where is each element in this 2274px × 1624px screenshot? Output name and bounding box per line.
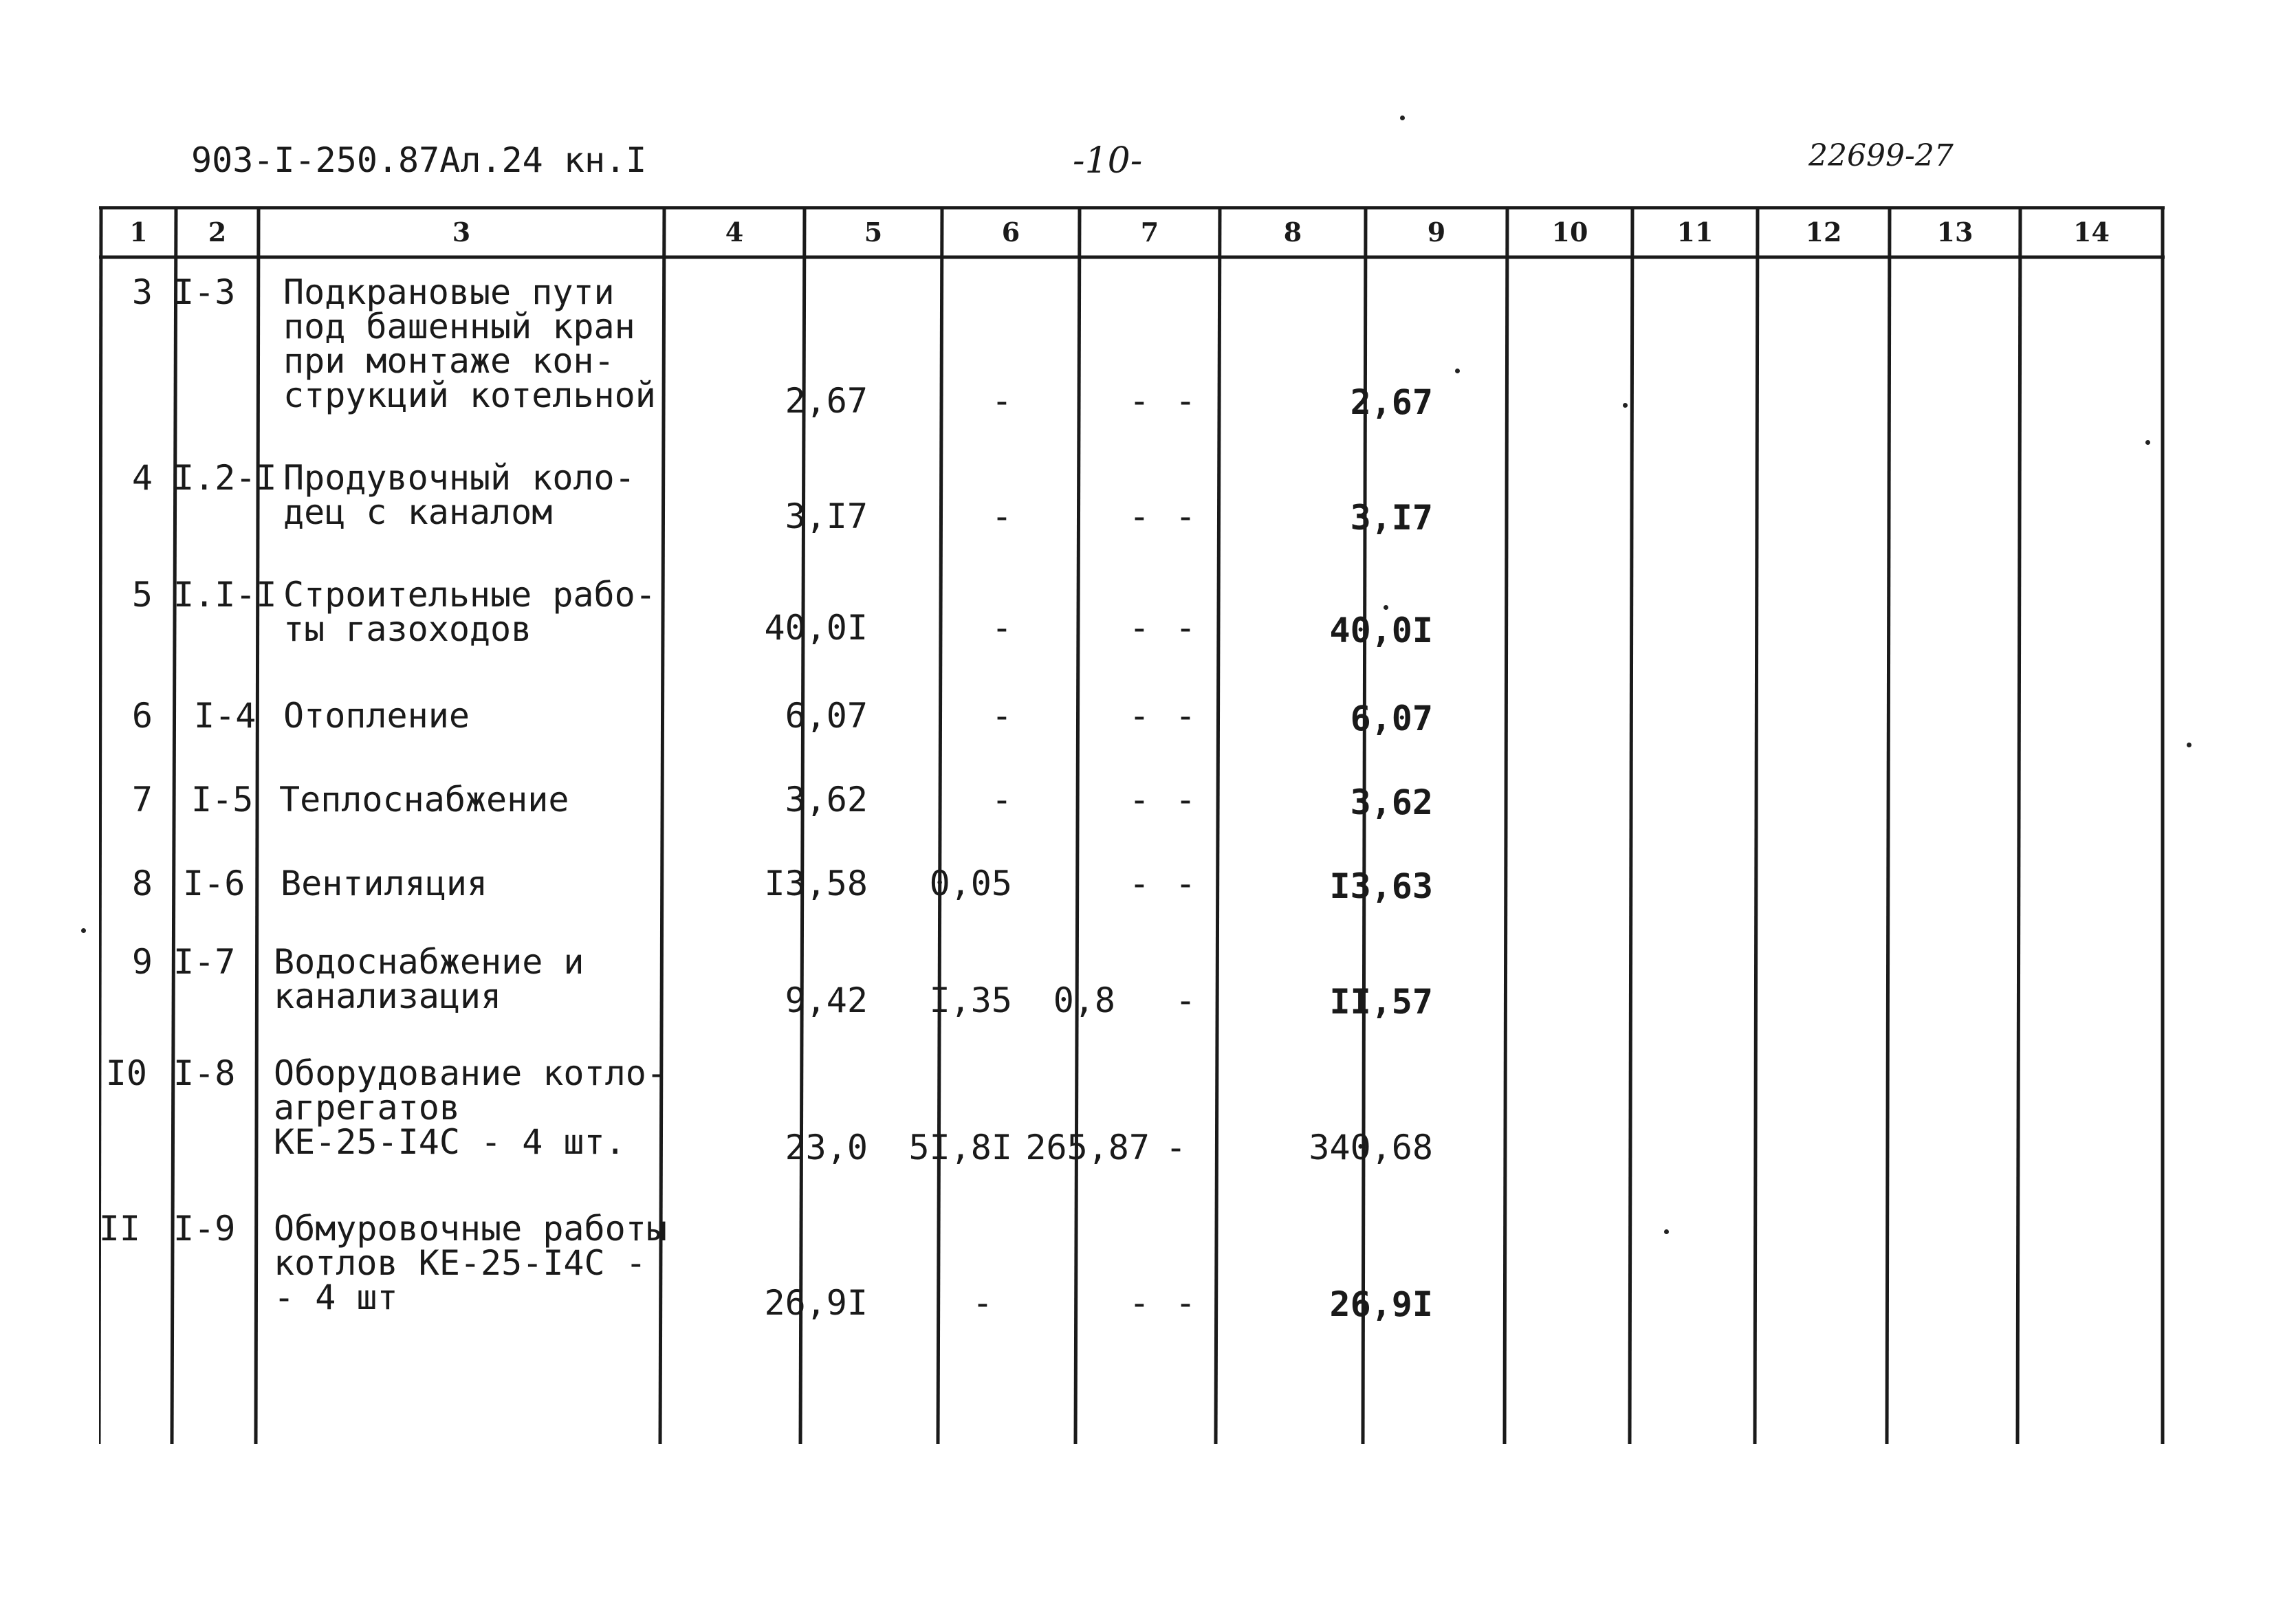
estimate-code: I-7 [173, 942, 236, 982]
value-col6: - [1128, 381, 1150, 421]
col-header: 13 [1936, 217, 1974, 248]
scan-speck [1384, 605, 1388, 610]
value-col7: - [1174, 1283, 1196, 1323]
value-col6: 0,8 [1053, 980, 1115, 1020]
col-header: 4 [725, 217, 744, 248]
col-header: 9 [1427, 217, 1446, 248]
col-header: 6 [1001, 217, 1020, 248]
scan-speck [1400, 116, 1405, 120]
value-col7: - [1174, 381, 1196, 421]
scan-speck [1455, 369, 1460, 373]
row-number: II [98, 1209, 140, 1249]
value-col5: 5I,8I [908, 1128, 1012, 1167]
scan-speck [81, 928, 86, 933]
value-col7: - [1174, 864, 1196, 903]
total-value: I3,63 [1329, 866, 1433, 906]
value-col7: - [1174, 608, 1196, 648]
row-number: 3 [131, 272, 153, 312]
value-col4: 26,9I [764, 1283, 868, 1323]
value-col5: - [991, 696, 1012, 736]
doc-code: 903-I-250.87Ал.24 кн.I [191, 140, 647, 180]
estimate-code: I-5 [191, 780, 254, 820]
value-col5: - [991, 608, 1012, 648]
col-header: 7 [1140, 217, 1159, 248]
col-header: 8 [1283, 217, 1302, 248]
page-number: -10- [1073, 140, 1143, 182]
value-col7: - [1174, 780, 1196, 820]
work-name: Строительные рабо- ты газоходов [283, 575, 656, 649]
value-col5: - [991, 780, 1012, 820]
value-col7: - [1174, 496, 1196, 536]
value-col6: - [1128, 608, 1150, 648]
row-number: 5 [131, 575, 153, 615]
value-col7: - [1174, 980, 1196, 1020]
row-number: 7 [131, 780, 153, 820]
estimate-code: I-9 [173, 1209, 236, 1249]
value-col5: - [991, 496, 1012, 536]
estimate-code: I.I-I [173, 575, 277, 615]
estimate-code: I-6 [183, 864, 245, 903]
work-name: Подкрановые пути под башенный кран при монтаже кон- струкций котельной [283, 272, 656, 415]
total-value: 3,62 [1350, 782, 1433, 822]
work-name: Теплоснабжение [279, 780, 569, 820]
col-header: 12 [1805, 217, 1842, 248]
work-name: Водоснабжение и канализация [274, 942, 584, 1016]
value-col5: - [991, 381, 1012, 421]
estimate-table [99, 206, 2165, 1444]
value-col6: - [1128, 1283, 1150, 1323]
value-col4: 6,07 [785, 696, 868, 736]
work-name: Вентиляция [281, 864, 488, 903]
value-col6: - [1128, 780, 1150, 820]
archive-number: 22699-27 [1808, 138, 1954, 173]
value-col5: - [972, 1283, 993, 1323]
total-value: 40,0I [1329, 611, 1433, 650]
total-value: 2,67 [1350, 382, 1433, 422]
scan-speck [1664, 1229, 1669, 1234]
row-number: I0 [105, 1053, 147, 1093]
row-number: 9 [131, 942, 153, 982]
estimate-code: I-3 [173, 272, 236, 312]
value-col4: 23,0 [785, 1128, 868, 1167]
estimate-code: I-8 [173, 1053, 236, 1093]
col-header: 10 [1551, 217, 1588, 248]
total-value: II,57 [1329, 982, 1433, 1022]
total-value: 3,I7 [1350, 498, 1433, 538]
total-value: 6,07 [1350, 699, 1433, 738]
estimate-code: I.2-I [173, 458, 277, 498]
estimate-code: I-4 [194, 696, 256, 736]
col-header: 2 [208, 217, 227, 248]
work-name: Отопление [283, 696, 470, 736]
total-value: 340,68 [1309, 1128, 1433, 1167]
col-header: 11 [1676, 217, 1714, 248]
scan-speck [2187, 743, 2191, 747]
col-header: 1 [129, 217, 148, 248]
value-col6: - [1128, 496, 1150, 536]
value-col6: 265,87 [1025, 1128, 1150, 1167]
work-name: Оборудование котло- агрегатов КЕ-25-I4С - 4 шт. [274, 1053, 667, 1162]
value-col4: 3,I7 [785, 496, 868, 536]
value-col6: - [1128, 696, 1150, 736]
col-header: 14 [2073, 217, 2110, 248]
col-header: 3 [452, 217, 471, 248]
work-name: Продувочный коло- дец с каналом [283, 458, 635, 532]
work-name: Обмуровочные работы котлов КЕ-25-I4С - - 4 шт [274, 1209, 667, 1317]
value-col5: 0,05 [929, 864, 1012, 903]
scan-speck [2145, 440, 2150, 445]
total-value: 26,9I [1329, 1284, 1433, 1324]
value-col4: 40,0I [764, 608, 868, 648]
value-col5: I,35 [929, 980, 1012, 1020]
col-header: 5 [864, 217, 883, 248]
row-number: 4 [131, 458, 153, 498]
value-col6: - [1128, 864, 1150, 903]
value-col4: 2,67 [785, 381, 868, 421]
row-number: 6 [131, 696, 153, 736]
value-col4: 3,62 [785, 780, 868, 820]
value-col7: - [1165, 1128, 1187, 1167]
value-col4: 9,42 [785, 980, 868, 1020]
value-col4: I3,58 [764, 864, 868, 903]
value-col7: - [1174, 696, 1196, 736]
scan-speck [1623, 403, 1628, 408]
row-number: 8 [131, 864, 153, 903]
